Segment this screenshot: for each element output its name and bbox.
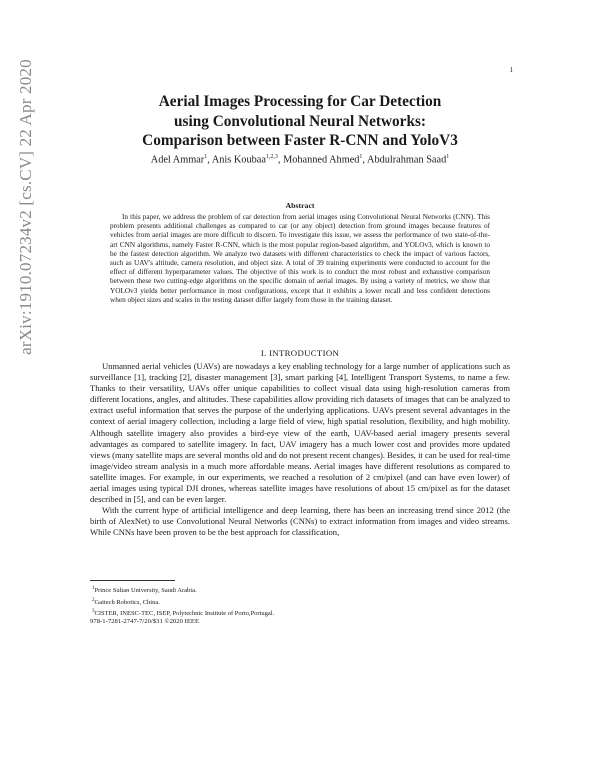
abstract-heading: Abstract bbox=[285, 201, 315, 210]
footnote-text: Prince Sultan University, Saudi Arabia. bbox=[94, 587, 197, 595]
body-paragraph: With the current hype of artificial intelligence and deep learning, there has been an increasing trend since 2012 (the birth of AlexNet) to use Convolutional Neural Networks (CNNs) to extract information from images and video streams. While CNNs have been proven to be the best approach for classification, bbox=[90, 505, 510, 538]
body-paragraph: Unmanned aerial vehicles (UAVs) are nowadays a key enabling technology for a large number of applications such as surveillance [1], tracking [2], disaster management [3], smart parking [4], Intelligent Transport Systems, to name a few. Thanks to their versatility, UAVs offer unique capabilities to collect visual data using high-resolution cameras from different locations, angles, and altitudes. These capabilities allow providing rich datasets of images that can be analyzed to extract useful information that serves the purpose of the underlying applications. UAVs present several advantages in the context of aerial imagery collection, including a large field of view, high spatial resolution, flexibility, and high mobility. Although satellite imagery also provides a bird-eye view of the earth, UAV-based aerial imagery presents several advantages as compared to satellite imagery. In fact, UAV imagery has a much lower cost and provides more updated views (many satellite maps are several months old and do not present recent changes). Besides, it can be used for real-time image/video stream analysis in a much more affordable means. Aerial images have different resolutions as compared to satellite images. For example, in our experiments, we reached a resolution of 2 cm/pixel (and can have even lower) of aerial images using typical DJI drones, whereas satellite images have resolutions of about 15 cm/pixel as for the dataset described in [5], and can be even larger. bbox=[90, 361, 510, 505]
introduction-body bbox=[90, 361, 510, 539]
footnotes bbox=[92, 584, 274, 619]
author-affiliation: 1 bbox=[446, 154, 450, 160]
footnote-divider bbox=[90, 580, 175, 581]
copyright-line: 978-1-7281-2747-7/20/$31 ©2020 IEEE bbox=[90, 618, 200, 625]
author-name: Anis Koubaa bbox=[211, 154, 266, 166]
footnote-mark: 1 bbox=[92, 586, 95, 591]
footnote bbox=[92, 596, 274, 608]
title-line: Aerial Images Processing for Car Detection bbox=[158, 93, 442, 110]
arxiv-stamp: arXiv:1910.07234v2 [cs.CV] 22 Apr 2020 bbox=[16, 59, 35, 355]
paper-title bbox=[90, 92, 510, 151]
title-line: using Convolutional Neural Networks: bbox=[174, 112, 426, 130]
abstract-text: In this paper, we address the problem of car detection from aerial images using Convolutional Neural Networks (CNN). This problem presents additional challenges as compared to car (or any object) detection from ground images because features of vehicles from aerial images are more difficult to discern. To investigate this issue, we assess the performance of two state-of-the-art CNN algorithms, namely Faster R-CNN, which is the most popular region-based algorithm, and YOLOv3, which is known to be the fastest detection algorithm. We analyze two datasets with different characteristics to check the impact of various factors, such as UAV's altitude, camera resolution, and object size. A total of 39 training experiments were conducted to account for the effect of different hyperparameter values. The objective of this work is to conduct the most robust and exhaustive comparison between these two cutting-edge algorithms on the specific domain of aerial images. By using a variety of metrics, we show that YOLOv3 yields better performance in most configurations, except that it exhibits a lower recall and less confident detections when object sizes and scales in the testing dataset differ largely from those in the training dataset. bbox=[110, 213, 490, 304]
page-number: 1 bbox=[509, 66, 513, 74]
footnote-mark: 2 bbox=[92, 597, 95, 603]
author-affiliation: 1 bbox=[359, 154, 363, 160]
title-line: Comparison between Faster R-CNN and YoloV3 bbox=[142, 132, 458, 149]
footnote-text: Gaitech Robotics, China. bbox=[94, 598, 160, 606]
footnote-mark: 3 bbox=[92, 609, 95, 615]
author-name: Abdulrahman Saad bbox=[367, 154, 447, 166]
author-affiliation: 1 bbox=[204, 154, 208, 160]
footnote-text: CISTER, INESC-TEC, ISEP, Polytechnic Institute of Porto,Portugal. bbox=[94, 610, 275, 618]
footnote bbox=[92, 584, 274, 596]
footnote bbox=[92, 607, 274, 619]
author-name: Adel Ammar bbox=[150, 154, 205, 166]
author-affiliation: 1,2,3 bbox=[265, 154, 278, 160]
author-list: Adel Ammar$^1$, Anis Koubaa$^{1,2,3}$, Mohanned Ahmed$^1$, Abdulrahman Saad$^1$ bbox=[150, 154, 450, 166]
section-heading: I. INTRODUCTION bbox=[260, 348, 340, 358]
author-name: Mohanned Ahmed bbox=[283, 154, 360, 166]
